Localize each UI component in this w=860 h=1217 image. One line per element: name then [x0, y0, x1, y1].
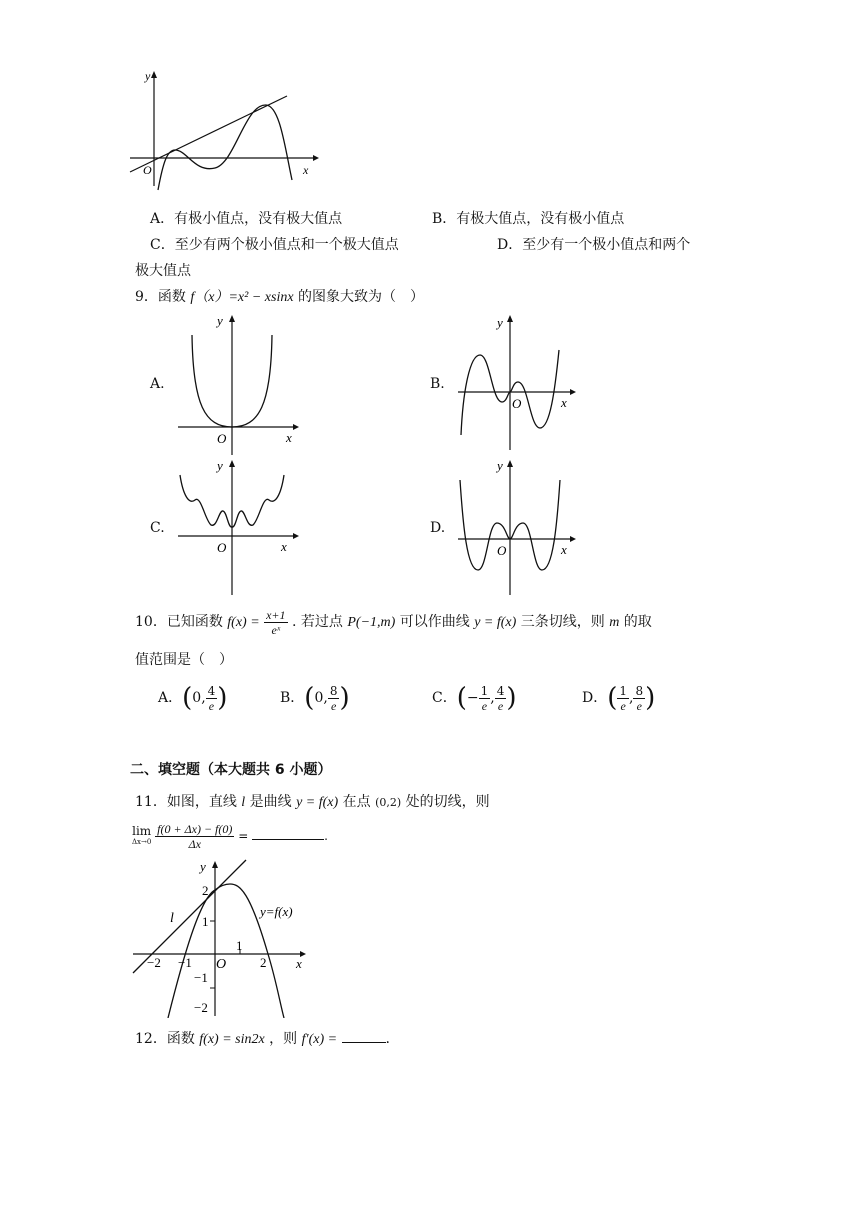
- q8-option-a[interactable]: A．有极小值点，没有极大值点: [150, 211, 343, 227]
- q11-mid: 是曲线: [249, 794, 292, 810]
- q11-tick-x-neg2: −2: [147, 955, 161, 970]
- q10-option-d[interactable]: D．( $\frac{1}{e}$ , $\frac{8}{e}$ ): [582, 683, 656, 713]
- q9-label-a[interactable]: A.: [150, 376, 165, 392]
- q11-tick-y-2: 2: [202, 883, 209, 898]
- q10-option-a-den: e: [208, 698, 215, 713]
- q8-graph: [125, 68, 325, 193]
- q9a-y-label: y: [217, 313, 223, 328]
- q9-graph-d: [455, 455, 585, 600]
- q11-mid2: 在点: [342, 794, 371, 810]
- q10-option-c-num1: 1: [480, 683, 489, 698]
- q10-option-c[interactable]: C．(− $\frac{1}{e}$ , $\frac{4}{e}$ ): [432, 683, 517, 713]
- q12-answer-blank[interactable]: [342, 1042, 386, 1043]
- q10-fraction: [264, 608, 287, 637]
- q9-label-b[interactable]: B.: [430, 376, 445, 392]
- q11-x-label: x: [296, 956, 302, 971]
- q11-l: l: [241, 795, 246, 810]
- q11-den: Δx: [188, 837, 201, 851]
- q8-option-b[interactable]: B．有极大值点，没有极小值点: [432, 211, 625, 227]
- q11-curve-label: y=f(x): [260, 904, 293, 919]
- q11-tick-x-1: 1: [236, 938, 243, 953]
- q11-limit-expression: [132, 822, 328, 851]
- q9-label-c[interactable]: C.: [150, 520, 165, 536]
- q10-option-c-num: 4: [496, 683, 505, 698]
- q9-suffix: 的图象大致为（ ）: [298, 289, 425, 305]
- q10-option-c-label: C．: [432, 690, 457, 706]
- q8-x-label: x: [303, 163, 309, 177]
- q10-option-b-left: 0,: [314, 690, 328, 706]
- q11-prefix: 11．如图，直线: [135, 794, 237, 810]
- q10-option-d-num: 8: [635, 683, 644, 698]
- q9d-x-label: x: [561, 542, 567, 557]
- q10-frac-den: eˣ: [271, 622, 281, 637]
- q9-func: f（x）=x² − xsinx: [190, 290, 294, 305]
- q9c-origin-label: O: [217, 540, 227, 555]
- q11-eq: =: [238, 829, 249, 843]
- q12-mid: ，则: [269, 1031, 298, 1047]
- q11-tick-y-neg2: −2: [194, 1000, 208, 1015]
- q10-suffix: 三条切线，则: [520, 614, 605, 630]
- q10-line2: 值范围是（ ）: [135, 652, 233, 668]
- q10-option-d-label: D．: [582, 690, 608, 706]
- q10-prefix: 10．已知函数: [135, 614, 223, 630]
- q9a-x-label: x: [286, 430, 292, 445]
- q8-option-d[interactable]: D．至少有一个极小值点和两个: [497, 237, 691, 253]
- q12-deriv: f′(x) =: [301, 1032, 338, 1047]
- q11-period: .: [324, 829, 328, 843]
- q10-option-b-num: 8: [329, 683, 338, 698]
- q9b-x-label: x: [561, 395, 567, 410]
- q12-period: .: [385, 1031, 390, 1047]
- q11-graph: [128, 858, 313, 1018]
- q10-f-lhs: f(x) =: [227, 615, 260, 630]
- q9a-origin-label: O: [217, 431, 227, 446]
- q9c-x-label: x: [281, 539, 287, 554]
- q9-graph-a: [175, 310, 305, 455]
- q12-func: f(x) = sin2x: [199, 1032, 265, 1047]
- q12-stem: [135, 1029, 390, 1050]
- q9-label-d[interactable]: D.: [430, 520, 446, 536]
- q11-lim-sub: Δx→0: [132, 837, 152, 846]
- q8-option-c[interactable]: C．至少有两个极小值点和一个极大值点: [150, 237, 399, 253]
- q10-option-c-den1: e: [481, 698, 488, 713]
- q10-frac-num: x+1: [266, 607, 286, 622]
- q10-m: m: [609, 615, 620, 630]
- q10-curve: y = f(x): [474, 615, 517, 630]
- q9b-y-label: y: [497, 315, 503, 330]
- q10-option-d-num1: 1: [619, 683, 628, 698]
- q9-stem: [135, 287, 424, 308]
- q11-tick-y-neg1: −1: [194, 970, 208, 985]
- q10-mid: . 若过点: [292, 614, 343, 630]
- q8-option-d-cont: 极大值点: [135, 263, 191, 279]
- q11-stem: [135, 792, 490, 813]
- q8-y-label: y: [145, 69, 151, 83]
- q9d-y-label: y: [497, 458, 503, 473]
- q11-tick-x-neg1: −1: [178, 955, 192, 970]
- q10-option-a[interactable]: A．(0, $\frac{4}{e}$ ): [158, 683, 228, 713]
- q9d-origin-label: O: [497, 543, 507, 558]
- q10-option-a-left: 0,: [192, 690, 206, 706]
- q11-curve: y = f(x): [296, 795, 339, 810]
- q12-prefix: 12．函数: [135, 1031, 195, 1047]
- q10-option-d-den: e: [636, 698, 642, 713]
- q10-option-d-den1: e: [620, 698, 626, 713]
- q8-origin-label: O: [143, 163, 152, 177]
- q11-point: (0,2): [375, 796, 402, 809]
- q11-tick-x-2: 2: [260, 955, 267, 970]
- q10-option-b-den: e: [330, 698, 337, 713]
- q11-num: f(0 + Δx) − f(0): [157, 822, 233, 836]
- q10-stem: [135, 607, 652, 638]
- q11-origin-label: O: [216, 957, 227, 972]
- q9-graph-c: [175, 455, 305, 600]
- q9c-y-label: y: [217, 458, 223, 473]
- q11-line-label: l: [170, 911, 174, 926]
- q10-mid2: 可以作曲线: [399, 614, 470, 630]
- q11-tick-y-1: 1: [202, 914, 209, 929]
- q10-option-b[interactable]: B．(0, $\frac{8}{e}$ ): [280, 683, 350, 713]
- q11-answer-blank[interactable]: [252, 839, 324, 840]
- q10-option-c-den: e: [497, 698, 504, 713]
- q9-prefix: 9．函数: [135, 289, 186, 305]
- q11-lim: lim: [132, 823, 152, 838]
- q10-point: P(−1,m): [347, 615, 396, 630]
- q11-y-label: y: [200, 859, 206, 874]
- q10-suffix2: 的取: [623, 614, 652, 630]
- q10-option-b-label: B．: [280, 690, 305, 706]
- section-2-title: 二、填空题（本大题共 6 小题）: [130, 762, 332, 778]
- q10-option-a-num: 4: [207, 683, 216, 698]
- q10-option-a-label: A．: [158, 690, 183, 706]
- q9-graph-b: [455, 310, 585, 455]
- q11-suffix: 处的切线，则: [405, 794, 490, 810]
- q10-option-c-neg: −: [466, 690, 479, 706]
- q9b-origin-label: O: [512, 396, 522, 411]
